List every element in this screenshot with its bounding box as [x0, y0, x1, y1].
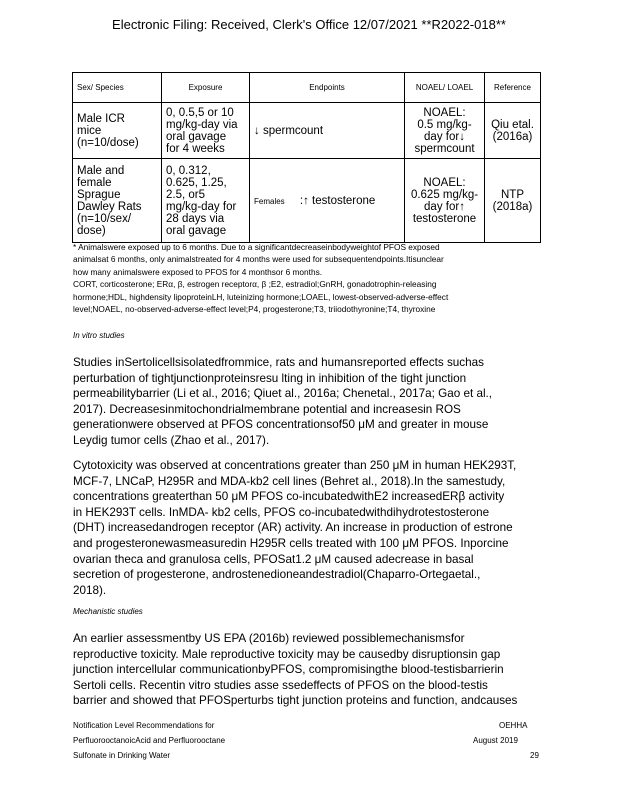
col-header-endpoints: Endpoints: [250, 73, 405, 103]
cell-noael: NOAEL: 0.5 mg/kg- day for↓ spermcount: [405, 103, 485, 159]
heading-mechanistic: Mechanistic studies: [73, 607, 143, 616]
table-header-row: [73, 73, 541, 103]
cell-exposure: 0, 0.5,5 or 10 mg/kg-day via oral gavage for 4 weeks: [162, 103, 250, 159]
cell-reference: Qiu etal. (2016a): [485, 103, 541, 159]
data-table: [72, 72, 541, 243]
paragraph-mechanistic: An earlier assessmentby US EPA (2016b) reviewed possiblemechanismsfor reproductive toxicity. Male reproductive toxicity may be causedby disruptionsin gap junction intercellular communicationbyPFOS, compromisingthe blood-testisbarrierin Sertoli cells. Recentin vitro studies asse ssedeffects of PFOS on the blood-testis barrier and showed that PFOSperturbs tight junction proteins and function, andcauses: [73, 632, 518, 708]
cell-reference: NTP (2018a): [485, 159, 541, 243]
table-row: [73, 103, 541, 159]
cell-endpoint: Females :↑ testosterone: [250, 159, 405, 243]
table-footnotes: * Animalswere exposed up to 6 months. Due to a significantdecreaseinbodyweightof PFOS exposed animalsat 6 months, only animalstreated for 4 months were used for subsequentendpoints.Itisunclear how many animalswere exposed to PFOS for 4 monthsor 6 months. CORT, corticosterone; ERα, β, estrogen receptorα, β ;E2, estradiol;GnRH, gonadotrophin-releasing hormone;HDL, highdensity lipoproteinLH, luteinizing hormone;LOAEL, lowest-observed-adverse-effect level;NOAEL, no-observed-adverse-effect level;P4, progesterone;T3, triiodothyronine;T4, thyroxine: [73, 242, 449, 315]
col-header-species: Sex/ Species: [73, 73, 162, 103]
heading-in-vitro: In vitro studies: [73, 331, 125, 340]
paragraph-sertoli: Studies inSertolicellsisolatedfrommice, rats and humansreported effects suchas perturbation of tightjunctionproteinsresu lting in inhibition of the tight junction permeabilitybarrier (Li et al., 2016; Qiuet al., 2016a; Chenetal., 2017a; Gao et al., 2017). Decreasesinmitochondrialmembrane potential and increasesin ROS generationwere observed at PFOS concentrationsof50 μM and greater in mouse Leydig tumor cells (Zhao et al., 2017).: [73, 356, 493, 447]
cell-species: Male and female Sprague Dawley Rats (n=10/sex/ dose): [73, 159, 162, 243]
paragraph-cytotoxicity: Cytotoxicity was observed at concentrations greater than 250 μM in human HEK293T, MCF-7, LNCaP, H295R and MDA-kb2 cell lines (Behret al., 2018).In the samestudy, concentrations greaterthan 50 μM PFOS co-incubatedwithE2 increasedERβ activity in HEK293T cells. InMDA- kb2 cells, PFOS co-incubatedwithdihydrotestosterone (DHT) increasedandrogen receptor (AR) activity. An increase in production of estrone and progesteronewasmeasuredin H295R cells treated with 100 μM PFOS. Inporcine ovarian theca and granulosa cells, PFOSat1.2 μM caused adecrease in basal secretion of progesterone, androstenedioneandestradiol(Chaparro-Ortegaetal., 2018).: [73, 459, 517, 597]
table-row: [73, 159, 541, 243]
cell-exposure: 0, 0.312, 0.625, 1.25, 2.5, or5 mg/kg-day for 28 days via oral gavage: [162, 159, 250, 243]
col-header-noael: NOAEL/ LOAEL: [405, 73, 485, 103]
filing-banner: Electronic Filing: Received, Clerk's Office 12/07/2021 **R2022-018**: [112, 17, 506, 32]
cell-noael: NOAEL: 0.625 mg/kg- day for↑ testosterone: [405, 159, 485, 243]
col-header-exposure: Exposure: [162, 73, 250, 103]
cell-species: Male ICR mice (n=10/dose): [73, 103, 162, 159]
page-number: 29: [530, 751, 539, 760]
cell-endpoint: ↓ spermcount: [250, 103, 405, 159]
page-footer: Notification Level Recommendations for OEHHA PerfluorooctanoicAcid and Perfluorooctane August 2019 Sulfonate in Drinking Water 29: [73, 718, 543, 763]
col-header-reference: Reference: [485, 73, 541, 103]
